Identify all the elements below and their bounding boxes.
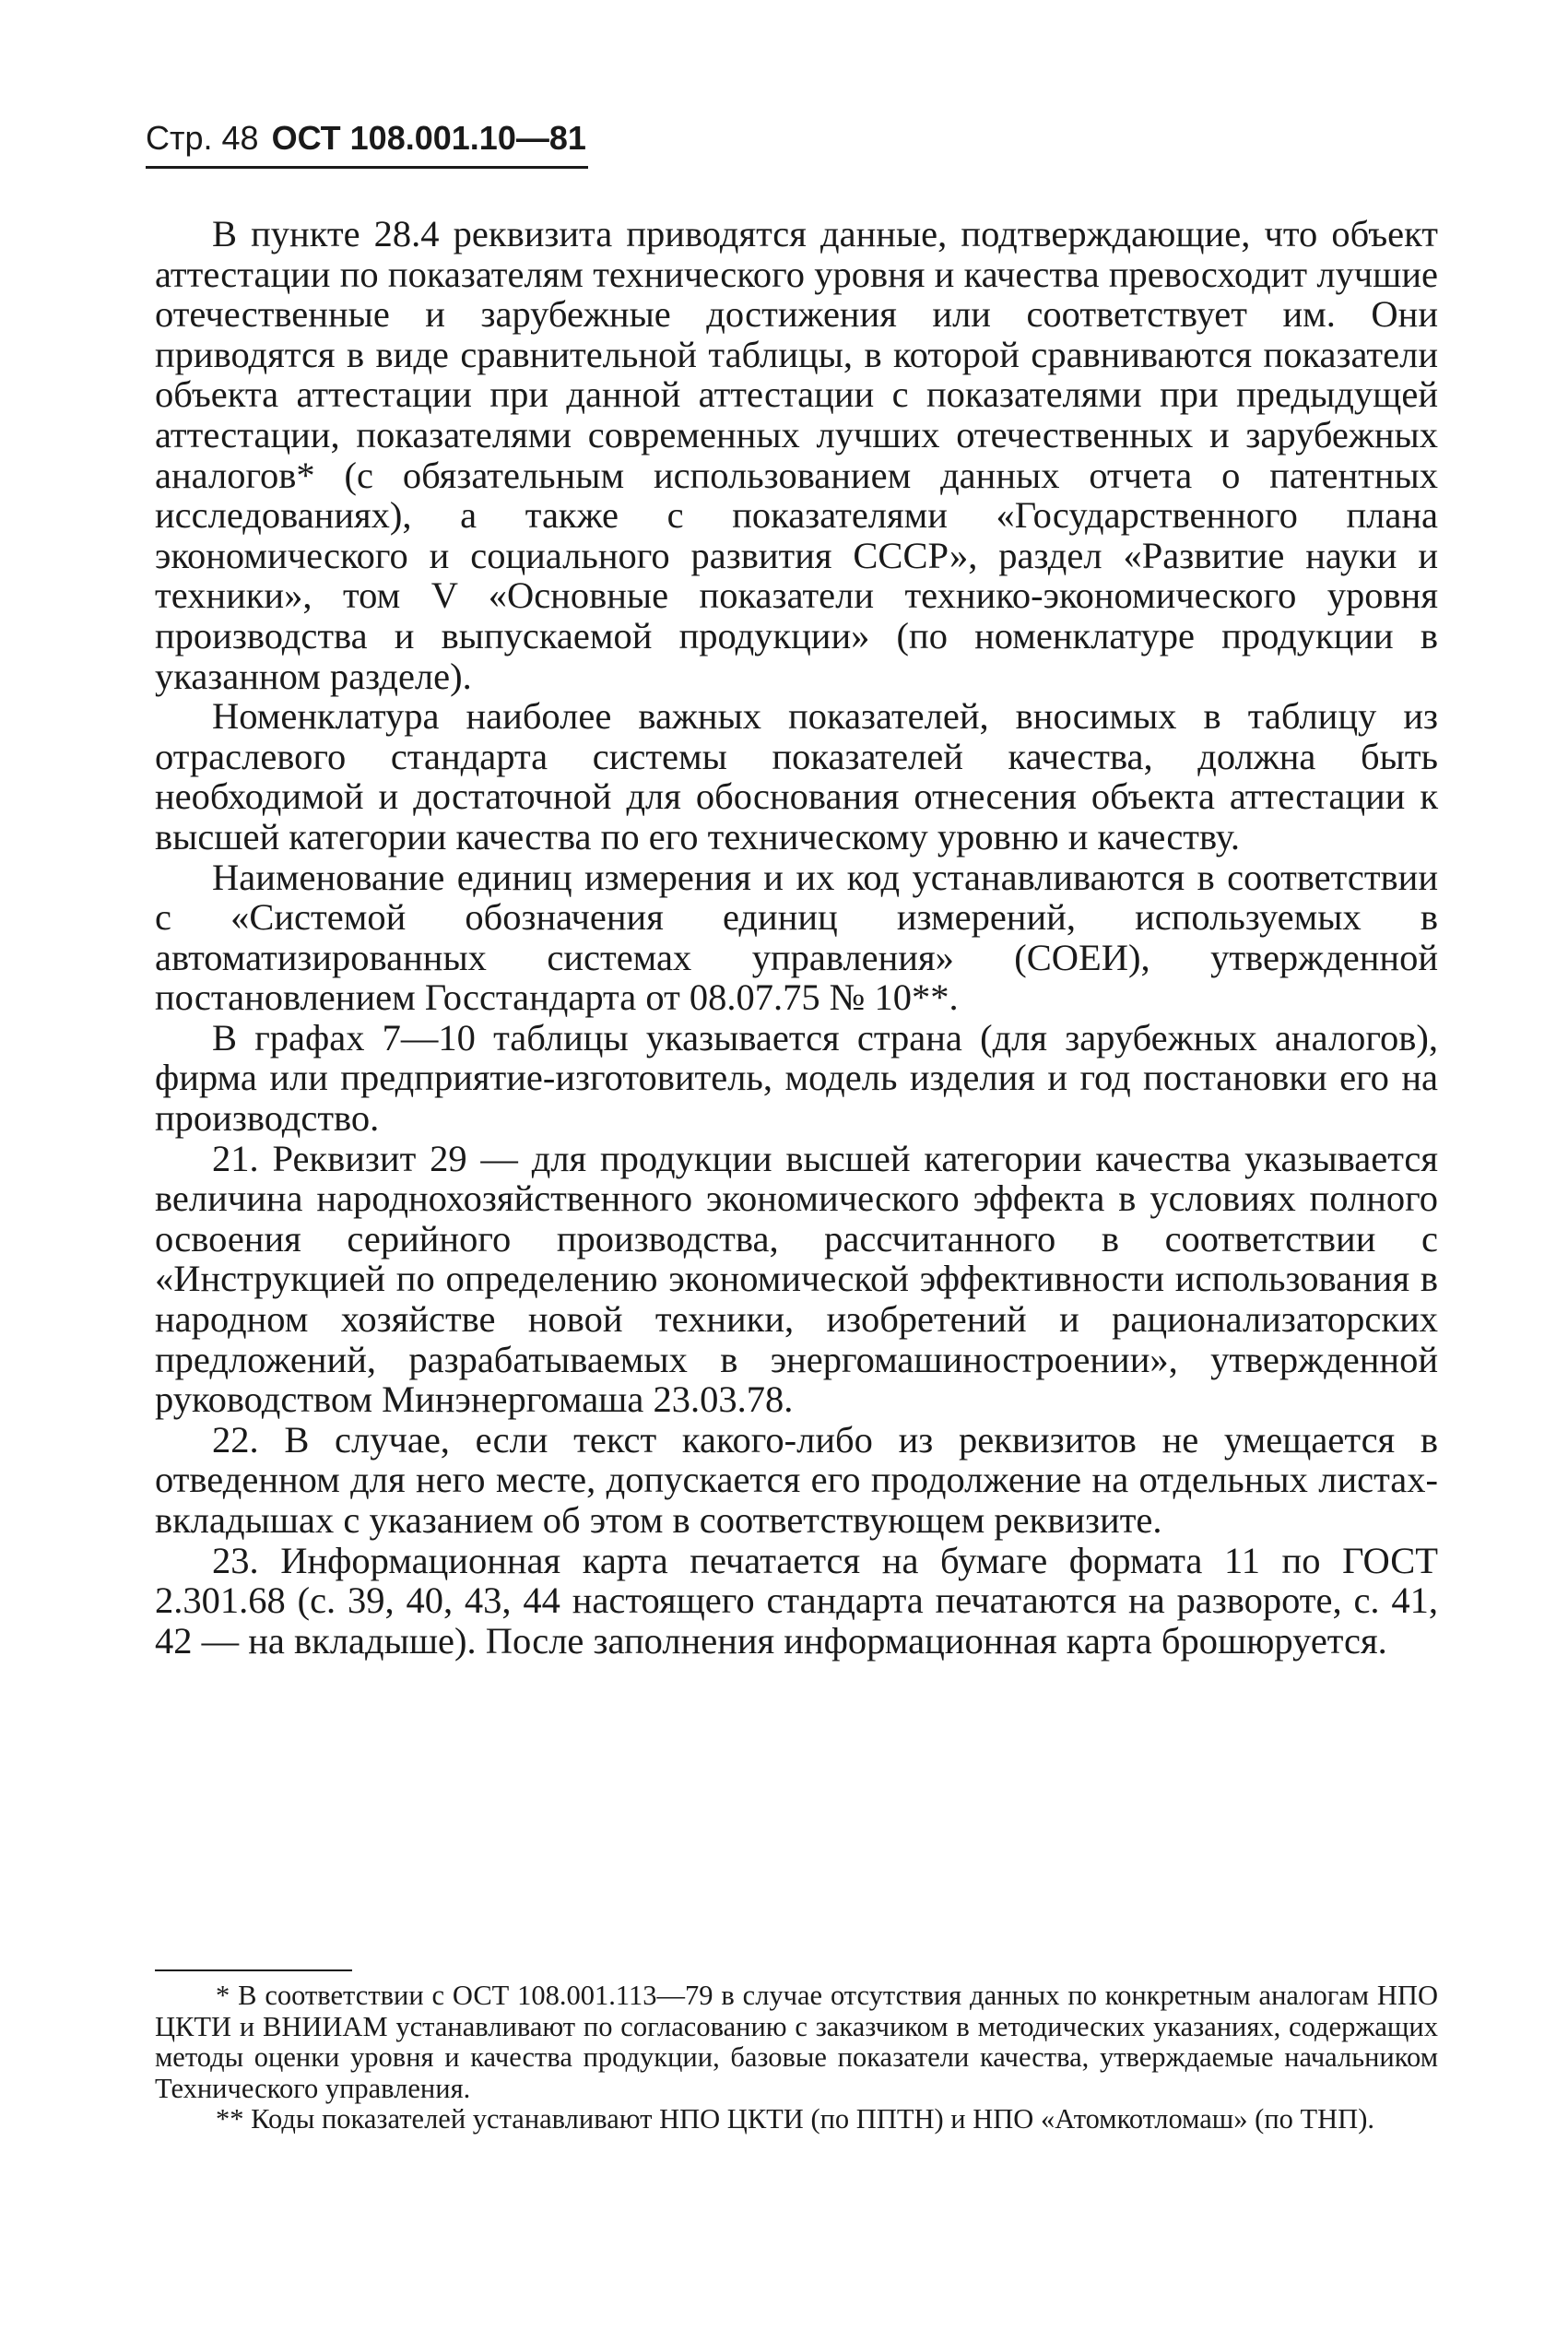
footnote-2: ** Коды показателей устанавливают НПО ЦКТИ (по ППТН) и НПО «Атомкотломаш» (по ТНП). — [216, 2103, 1374, 2135]
paragraph-units: Наименование единиц измерения и их код устанавливаются в соответствии с «Системой обозначения единиц измерений, используемых в автоматизированных системах управления» (СОЕИ), утвержденной постановлением Госстандарта от 08.07.75 № 10**. — [155, 856, 1438, 1019]
paragraph-clause-22: 22. В случае, если текст какого-либо из реквизитов не умещается в отведенном для него месте, допускается его продолжение на отдельных листах-вкладышах с указанием об этом в соответствующем реквизите. — [155, 1418, 1438, 1541]
paragraph-nomenclature: Номенклатура наиболее важных показателей, вносимых в таблицу из отраслевого стандарта системы показателей качества, должна быть необходимой и достаточной для обоснования отнесения объекта аттестации к высшей категории качества по его техническому уровню и качеству. — [155, 695, 1438, 857]
page-header — [146, 118, 586, 159]
standard-code: ОСТ 108.001.10—81 — [271, 119, 586, 157]
body-text — [155, 214, 1438, 1661]
header-underline — [146, 166, 588, 169]
page-number: Стр. 48 — [146, 119, 259, 157]
paragraph-clause-21: 21. Реквизит 29 — для продукции высшей категории качества указывается величина народнохозяйственного экономического эффекта в условиях полного освоения серийного производства, рассчитанного в соответствии с «Инструкцией по определению экономической эффективности использования в народном хозяйстве новой техники, изобретений и рационализаторских предложений, разрабатываемых в энергомашиностроении», утвержденной руководством Минэнергомаша 23.03.78. — [155, 1137, 1438, 1421]
footnote-divider — [155, 1969, 352, 1971]
footnote-1: * В соответствии с ОСТ 108.001.113—79 в случае отсутствия данных по конкретным аналогам НПО ЦКТИ и ВНИИАМ устанавливают по согласованию с заказчиком в методических указаниях, содержащих методы оценки уровня и качества продукции, базовые показатели качества, утверждаемые начальником Технического управления. — [155, 1980, 1438, 2104]
footnotes — [155, 1981, 1438, 2135]
paragraph-item-28-4: В пункте 28.4 реквизита приводятся данные, подтверждающие, что объект аттестации по показателям технического уровня и качества превосходит лучшие отечественные и зарубежные достижения или соответствует им. Они приводятся в виде сравнительной таблицы, в которой сравниваются показатели объекта аттестации при данной аттестации с показателями при предыдущей аттестации, показателями современных лучших отечественных и зарубежных аналогов* (с обязательным использованием данных отчета о патентных исследованиях), а также с показателями «Государственного плана экономического и социального развития СССР», раздел «Развитие науки и техники», том V «Основные показатели технико-экономического уровня производства и выпускаемой продукции» (по номенклатуре продукции в указанном разделе). — [155, 213, 1438, 697]
paragraph-columns-7-10: В графах 7—10 таблицы указывается страна (для зарубежных аналогов), фирма или предприятие-изготовитель, модель изделия и год постановки его на производство. — [155, 1016, 1438, 1140]
paragraph-clause-23: 23. Информационная карта печатается на бумаге формата 11 по ГОСТ 2.301.68 (с. 39, 40, 43, 44 настоящего стандарта печатаются на развороте, с. 41, 42 — на вкладыше). После заполнения информационная карта брошюруется. — [155, 1539, 1438, 1662]
